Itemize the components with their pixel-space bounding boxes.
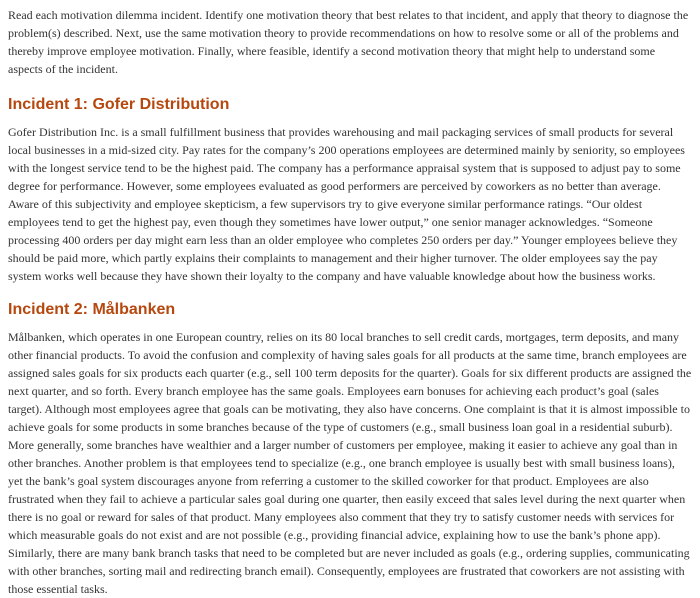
incident-2-heading: Incident 2: Målbanken [8,301,176,318]
incident-2-body: Målbanken, which operates in one European country, relies on its 80 local branches to sell credit cards, mortgages, term deposits, and many other financial products. To avoid the confusion and complexity of having sales goals for all products at the same time, branch employees are assigned sales goals for six products each quarter (e.g., sell 100 term deposits for the quarter). Goals for six different products are assigned the next quarter, and so forth. Every branch employee has the same goals. Employees earn bonuses for achieving each product’s goal (sales target). Although most employees agree that goals can be motivating, they also have concerns. One complaint is that it is almost impossible to achieve goals for some products in some branches because of the type of customers (e.g., small business loan goal in a residential suburb). More generally, some branches have wealthier and a larger number of customers per employee, making it easier to achieve any goal than in other branches. Another problem is that employees tend to specialize (e.g., one branch employee is usually best with small business loans), yet the bank’s goal system discourages anyone from referring a customer to the skilled coworker for that product. Employees are also frustrated when they fail to achieve a particular sales goal during one quarter, then easily exceed that sales level during the next quarter when there is no goal or reward for sales of that product. Many employees also comment that they try to satisfy customer needs with services for which measurable goals do not exist and are not possible (e.g., providing financial advice, explaining how to use the bank’s phone app). Similarly, there are many bank branch tasks that need to be completed but are never included as goals (e.g., ordering supplies, communicating with other branches, sorting mail and redirecting branch email). Consequently, employees are frustrated that coworkers are not assisting with those essential tasks. [8,330,692,596]
instructions-paragraph: Read each motivation dilemma incident. Identify one motivation theory that best relates to that incident, and apply that theory to diagnose the problem(s) described. Next, use the same motivation theory to provide recommendations on how to resolve some or all of the problems and thereby improve employee motivation. Finally, where feasible, identify a second motivation theory that might help to understand some aspects of the incident. [8,8,689,76]
incident-1-heading: Incident 1: Gofer Distribution [8,96,230,113]
incident-1-body: Gofer Distribution Inc. is a small fulfillment business that provides warehousing and mail packaging services of small products for several local businesses in a mid-sized city. Pay rates for the company’s 200 operations employees are determined mainly by seniority, so employees with the longest service tend to be the highest paid. The company has a performance appraisal system that is supposed to adjust pay to some degree for performance. However, some employees evaluated as good performers are perceived by coworkers as no better than average. Aware of this subjectivity and employee skepticism, a few supervisors try to give everyone similar performance ratings. “Our oldest employees tend to get the highest pay, even though they sometimes have lower output,” one senior manager acknowledges. “Someone processing 400 orders per day might earn less than an older employee who completes 250 orders per day.” Younger employees believe they should be paid more, which partly explains their complaints to management and their higher turnover. The older employees say the pay system works well because they have shown their loyalty to the company and have valuable knowledge about how the business works. [8,125,685,283]
